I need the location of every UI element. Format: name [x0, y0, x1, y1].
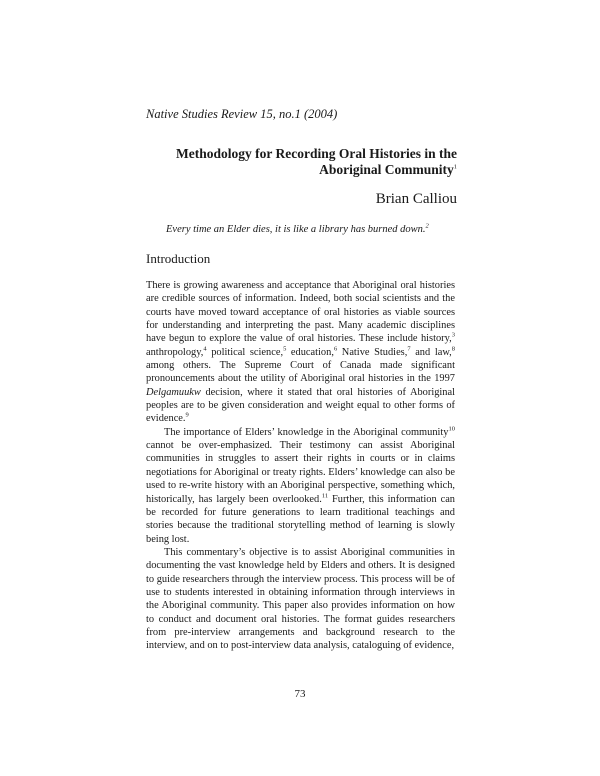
title-footnote-ref[interactable]: 1 [453, 163, 457, 171]
paragraph-3: This commentary’s objective is to assist Aboriginal communities in documenting the vast knowledge held by Elders and others. It is designed to guide researchers through the interview process. This process will be of use to students interested in obtaining information through interviews in the Aboriginal community. This paper also provides information on how to conduct and document oral histories. The format guides researchers from pre-interview arrangements and background research to the interview, and on to post-interview data analysis, cataloguing of evidence, [146, 546, 455, 652]
journal-citation: Native Studies Review 15, no.1 (2004) [146, 107, 338, 121]
paragraph-text: cannot be over-emphasized. Their testimony can assist Aboriginal communities in struggles to assert their rights in courts or in claims negotiations for Aboriginal or treaty rights. Elders’ knowledge can also be used to re-write history with an Aboriginal perspective, something which, historically, has largely been overlooked. [146, 440, 455, 505]
footnote-ref[interactable]: 10 [448, 425, 455, 433]
footnote-ref[interactable]: 11 [321, 492, 329, 500]
title-line-2: Aboriginal Community [319, 162, 454, 177]
paragraph-2 [146, 426, 455, 546]
footnote-ref[interactable]: 8 [451, 345, 455, 353]
paragraph-text: among others. The Supreme Court of Canada made significant pronouncements about the utility of Aboriginal oral histories in the 1997 [146, 360, 455, 385]
section-heading: Introduction [146, 251, 211, 266]
body-text [146, 279, 455, 653]
case-name: Delgamuukw [146, 386, 201, 398]
paragraph-text: Further, this information can be recorded for future generations to learn traditional teachings and stories because the traditional storytelling method of learning is slowly being lost. [146, 493, 455, 545]
footnote-ref[interactable]: 5 [283, 345, 287, 353]
title-line-1: Methodology for Recording Oral Histories in the [176, 146, 457, 161]
epigraph [166, 224, 456, 235]
epigraph-text: Every time an Elder dies, it is like a library has burned down. [166, 224, 426, 235]
paragraph-text: education, [286, 346, 334, 358]
page-number: 73 [294, 688, 306, 700]
paragraph-text: The importance of Elders’ knowledge in the Aboriginal community [164, 426, 449, 438]
paragraph-text: political science, [206, 346, 284, 358]
footnote-ref[interactable]: 3 [451, 331, 455, 339]
footnote-ref[interactable]: 4 [203, 345, 207, 353]
paragraph-1 [146, 279, 455, 426]
footnote-ref[interactable]: 9 [185, 411, 189, 419]
footnote-ref[interactable]: 6 [333, 345, 338, 353]
paragraph-text: There is growing awareness and acceptance that Aboriginal oral histories are credible sources of information. Indeed, both social scientists and the courts have moved toward acceptance of oral histories as viable sources for understanding and interpreting the past. Many academic disciplines have begun to explore the value of oral histories. These include history, [146, 280, 455, 345]
paragraph-text: Native Studies, [337, 346, 408, 358]
epigraph-footnote-ref[interactable]: 2 [425, 222, 429, 230]
paragraph-text: anthropology, [146, 346, 204, 358]
footnote-ref[interactable]: 7 [407, 345, 411, 353]
paragraph-text: decision, where it stated that oral histories of Aboriginal peoples are to be given consideration and weight equal to other forms of evidence. [146, 386, 455, 425]
author-name: Brian Calliou [375, 191, 457, 207]
article-title [150, 146, 457, 178]
paragraph-text: and law, [410, 346, 452, 358]
